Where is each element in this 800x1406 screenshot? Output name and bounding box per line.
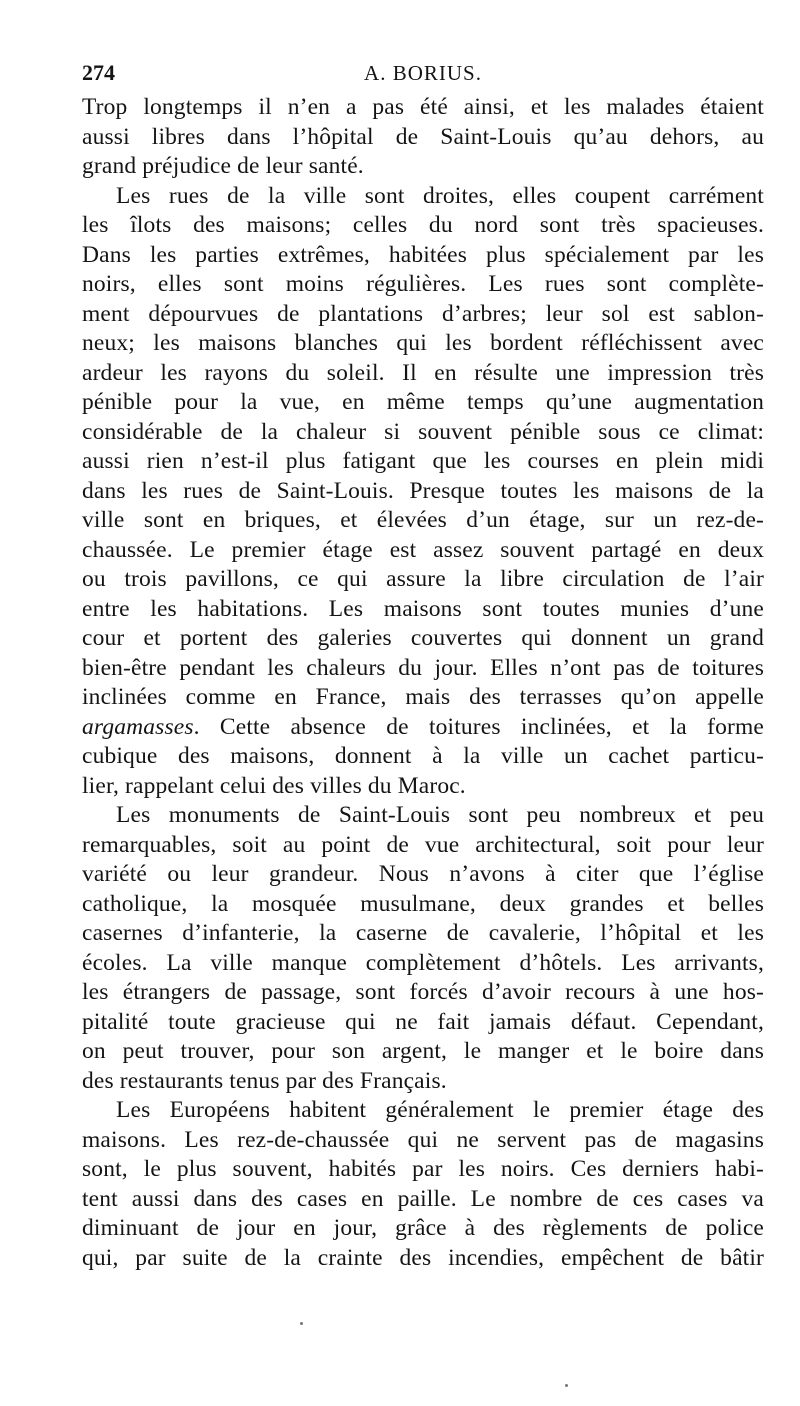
- text-line: ou trois pavillons, ce qui assure la libre circulation de l’air: [82, 566, 764, 592]
- text-line: aussi rien n’est-il plus fatigant que les courses en plein midi: [82, 448, 764, 474]
- running-title: A. BORIUS.: [364, 61, 482, 85]
- text-line: inclinées comme en France, mais des terrasses qu’on appelle: [82, 684, 764, 710]
- text-line: ment dépourvues de plantations d’arbres; leur sol est sablon-: [82, 300, 764, 327]
- running-head: [82, 58, 764, 90]
- page-number: 274: [82, 60, 115, 85]
- paper-speck: [565, 1384, 568, 1387]
- text-line: Les monuments de Saint-Louis sont peu nombreux et peu: [116, 802, 764, 828]
- text-line: tent aussi dans des cases en paille. Le nombre de ces cases va: [82, 1185, 764, 1212]
- text-line: Les Européens habitent généralement le premier étage des: [116, 1097, 764, 1123]
- text-line: catholique, la mosquée musulmane, deux grandes et belles: [82, 890, 764, 917]
- text-line: des restaurants tenus par des Français.: [82, 1067, 447, 1094]
- text-line: considérable de la chaleur si souvent pénible sous ce climat:: [82, 418, 764, 445]
- text-line: qui, par suite de la crainte des incendies, empêchent de bâtir: [82, 1244, 764, 1271]
- text-line: les îlots des maisons; celles du nord sont très spacieuses.: [82, 212, 764, 238]
- paper-speck: [300, 1322, 303, 1325]
- text-line: Les rues de la ville sont droites, elles coupent carrément: [116, 182, 764, 209]
- text-line: écoles. La ville manque complètement d’hôtels. Les arrivants,: [82, 949, 764, 976]
- text-line: pitalité toute gracieuse qui ne fait jamais défaut. Cependant,: [82, 1008, 764, 1035]
- text-line: neux; les maisons blanches qui les bordent réfléchissent avec: [82, 330, 764, 356]
- text-line: pénible pour la vue, en même temps qu’une augmentation: [82, 389, 764, 415]
- text-line: cour et portent des galeries couvertes qui donnent un grand: [82, 625, 764, 651]
- text-line: lier, rappelant celui des villes du Maroc.: [82, 772, 466, 799]
- text-line: entre les habitations. Les maisons sont toutes munies d’une: [82, 595, 764, 622]
- text-line: on peut trouver, pour son argent, le manger et le boire dans: [82, 1038, 764, 1064]
- text-line: diminuant de jour en jour, grâce à des règlements de police: [82, 1215, 764, 1241]
- italic-term: argamasses: [82, 713, 194, 740]
- text-line: Trop longtemps il n’en a pas été ainsi, et les malades étaient: [82, 94, 764, 120]
- text-line: grand préjudice de leur santé.: [82, 153, 364, 179]
- text-line: sont, le plus souvent, habités par les noirs. Ces derniers habi-: [82, 1156, 764, 1182]
- body-text: [82, 93, 764, 1273]
- text-line: dans les rues de Saint-Louis. Presque toutes les maisons de la: [82, 477, 764, 504]
- text-line: cubique des maisons, donnent à la ville un cachet particu-: [82, 743, 764, 769]
- text-line: ville sont en briques, et élevées d’un étage, sur un rez-de-: [82, 507, 764, 533]
- text-line: chaussée. Le premier étage est assez souvent partagé en deux: [82, 536, 764, 563]
- text-line: aussi libres dans l’hôpital de Saint-Louis qu’au dehors, au: [82, 123, 764, 150]
- text-line: variété ou leur grandeur. Nous n’avons à citer que l’église: [82, 861, 764, 887]
- text-line: bien-être pendant les chaleurs du jour. Elles n’ont pas de toitures: [82, 654, 764, 681]
- text-line: ardeur les rayons du soleil. Il en résulte une impression très: [82, 359, 764, 386]
- text-line: Dans les parties extrêmes, habitées plus spécialement par les: [82, 241, 764, 268]
- text-line: maisons. Les rez-de-chaussée qui ne servent pas de magasins: [82, 1126, 764, 1153]
- text-line: noirs, elles sont moins régulières. Les rues sont complète-: [82, 271, 764, 297]
- text-line: casernes d’infanterie, la caserne de cavalerie, l’hôpital et les: [82, 920, 764, 946]
- text-line: argamasses. Cette absence de toitures inclinées, et la forme: [82, 713, 764, 740]
- text-line: remarquables, soit au point de vue architectural, soit pour leur: [82, 831, 764, 858]
- text-line: les étrangers de passage, sont forcés d’avoir recours à une hos-: [82, 979, 764, 1005]
